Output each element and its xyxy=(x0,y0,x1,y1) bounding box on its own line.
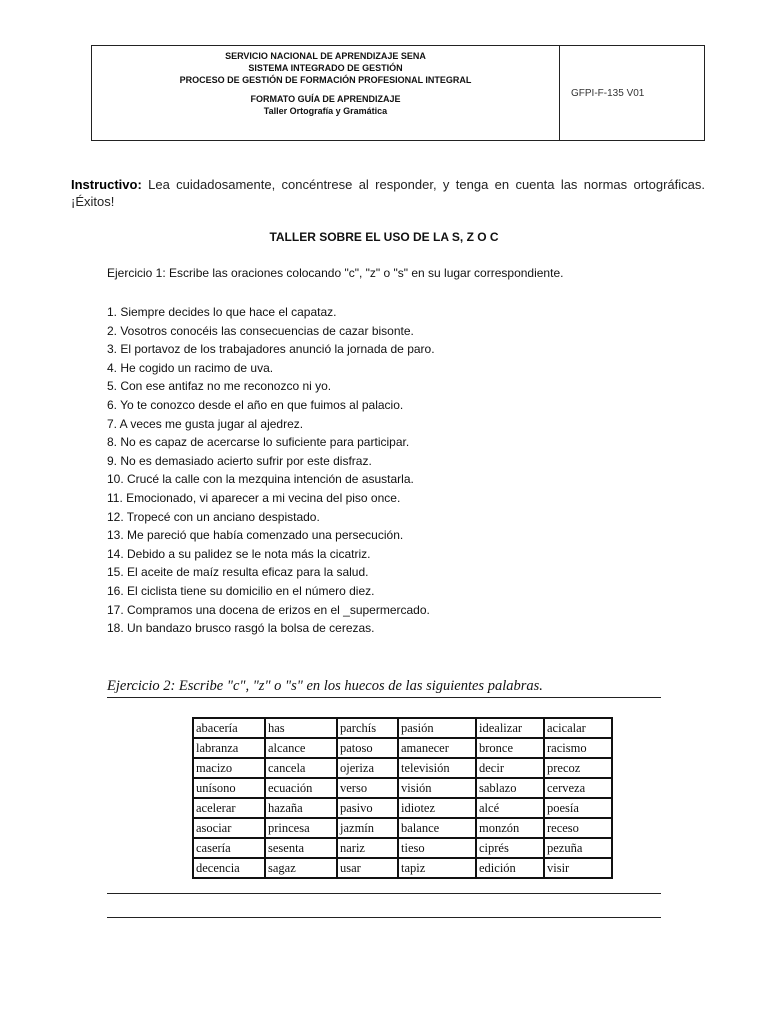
header-code-cell xyxy=(560,46,704,140)
table-cell: ecuación xyxy=(265,778,337,798)
sentence-item: 18. Un bandazo brusco rasgó la bolsa de cerezas. xyxy=(107,621,375,636)
exercise-1-sentences xyxy=(107,303,435,638)
sentence-item: 13. Me pareció que había comenzado una persecución. xyxy=(107,528,404,543)
sentence-item: 7. A veces me gusta jugar al ajedrez. xyxy=(107,416,304,431)
sentence-item: 5. Con ese antifaz no me reconozco ni yo. xyxy=(107,379,332,394)
table-cell: bronce xyxy=(476,738,544,758)
table-row xyxy=(193,858,612,878)
sentence-item: 4. He cogido un racimo de uva. xyxy=(107,360,274,375)
header-line: SERVICIO NACIONAL DE APRENDIZAJE SENA xyxy=(225,51,426,61)
word-table xyxy=(192,717,613,879)
table-cell: precoz xyxy=(544,758,612,778)
table-cell: tieso xyxy=(398,838,476,858)
table-cell: tapiz xyxy=(398,858,476,878)
table-cell: ciprés xyxy=(476,838,544,858)
instructions-label: Instructivo: xyxy=(71,177,142,192)
header-institution xyxy=(92,46,560,140)
table-cell: sesenta xyxy=(265,838,337,858)
table-cell: patoso xyxy=(337,738,398,758)
table-cell: parchís xyxy=(337,718,398,738)
table-cell: princesa xyxy=(265,818,337,838)
table-cell: televisión xyxy=(398,758,476,778)
instructions-text: Lea cuidadosamente, concéntrese al responder, y tenga en cuenta las normas ortográficas. ¡Éxitos! xyxy=(71,177,705,209)
table-cell: pasión xyxy=(398,718,476,738)
table-cell: pasivo xyxy=(337,798,398,818)
table-row xyxy=(193,798,612,818)
table-cell: idealizar xyxy=(476,718,544,738)
table-cell: macizo xyxy=(193,758,265,778)
table-cell: hazaña xyxy=(265,798,337,818)
document-code: GFPI-F-135 V01 xyxy=(571,87,645,99)
table-cell: visión xyxy=(398,778,476,798)
sentence-item: 15. El aceite de maíz resulta eficaz para la salud. xyxy=(107,565,369,580)
header-subtitle: Taller Ortografía y Gramática xyxy=(263,106,388,116)
sentence-item: 1. Siempre decides lo que hace el capataz. xyxy=(107,305,337,319)
table-cell: decir xyxy=(476,758,544,778)
answer-line xyxy=(107,893,661,894)
workshop-title: TALLER SOBRE EL USO DE LA S, Z O C xyxy=(269,230,499,244)
table-cell: alcé xyxy=(476,798,544,818)
table-cell: abacería xyxy=(193,718,265,738)
sentence-item: 16. El ciclista tiene su domicilio en el número diez. xyxy=(107,583,375,598)
sentence-item: 6. Yo te conozco desde el año en que fuimos al palacio. xyxy=(107,397,404,412)
table-cell: sablazo xyxy=(476,778,544,798)
table-cell: edición xyxy=(476,858,544,878)
table-cell: has xyxy=(265,718,337,738)
table-cell: unísono xyxy=(193,778,265,798)
table-cell: labranza xyxy=(193,738,265,758)
header-format: FORMATO GUÍA DE APRENDIZAJE xyxy=(250,94,401,104)
sentence-item: 10. Crucé la calle con la mezquina intención de asustarla. xyxy=(107,472,414,487)
table-cell: jazmín xyxy=(337,818,398,838)
table-cell: decencia xyxy=(193,858,265,878)
table-cell: usar xyxy=(337,858,398,878)
table-cell: alcance xyxy=(265,738,337,758)
table-cell: monzón xyxy=(476,818,544,838)
table-cell: balance xyxy=(398,818,476,838)
table-cell: receso xyxy=(544,818,612,838)
instructions xyxy=(71,176,705,210)
table-cell: idiotez xyxy=(398,798,476,818)
table-cell: verso xyxy=(337,778,398,798)
sentence-item: 2. Vosotros conocéis las consecuencias de cazar bisonte. xyxy=(107,323,414,338)
table-cell: cerveza xyxy=(544,778,612,798)
table-row xyxy=(193,778,612,798)
table-row xyxy=(193,818,612,838)
table-cell: poesía xyxy=(544,798,612,818)
sentence-item: 3. El portavoz de los trabajadores anunció la jornada de paro. xyxy=(107,342,435,357)
table-cell: pezuña xyxy=(544,838,612,858)
exercise-2-heading: Ejercicio 2: Escribe "c", "z" o "s" en los huecos de las siguientes palabras. xyxy=(107,678,661,698)
table-cell: ojeriza xyxy=(337,758,398,778)
answer-line xyxy=(107,917,661,918)
table-cell: racismo xyxy=(544,738,612,758)
sentence-item: 11. Emocionado, vi aparecer a mi vecina del piso once. xyxy=(107,490,401,505)
table-cell: acicalar xyxy=(544,718,612,738)
document-header xyxy=(91,45,705,141)
table-row xyxy=(193,758,612,778)
sentence-item: 17. Compramos una docena de erizos en el _supermercado. xyxy=(107,602,430,617)
table-cell: visir xyxy=(544,858,612,878)
table-cell: asociar xyxy=(193,818,265,838)
table-row xyxy=(193,738,612,758)
table-cell: casería xyxy=(193,838,265,858)
header-line: SISTEMA INTEGRADO DE GESTIÓN xyxy=(248,63,403,73)
table-cell: amanecer xyxy=(398,738,476,758)
table-cell: acelerar xyxy=(193,798,265,818)
sentence-item: 12. Tropecé con un anciano despistado. xyxy=(107,509,320,524)
table-row xyxy=(193,838,612,858)
table-cell: sagaz xyxy=(265,858,337,878)
sentence-item: 8. No es capaz de acercarse lo suficiente para participar. xyxy=(107,435,410,450)
header-line: PROCESO DE GESTIÓN DE FORMACIÓN PROFESIONAL INTEGRAL xyxy=(179,75,472,85)
table-row xyxy=(193,718,612,738)
table-cell: cancela xyxy=(265,758,337,778)
sentence-item: 14. Debido a su palidez se le nota más la cicatriz. xyxy=(107,546,371,561)
sentence-item: 9. No es demasiado acierto sufrir por este disfraz. xyxy=(107,453,372,468)
exercise-1-heading: Ejercicio 1: Escribe las oraciones colocando "c", "z" o "s" en su lugar correspondiente. xyxy=(107,266,564,280)
table-cell: nariz xyxy=(337,838,398,858)
